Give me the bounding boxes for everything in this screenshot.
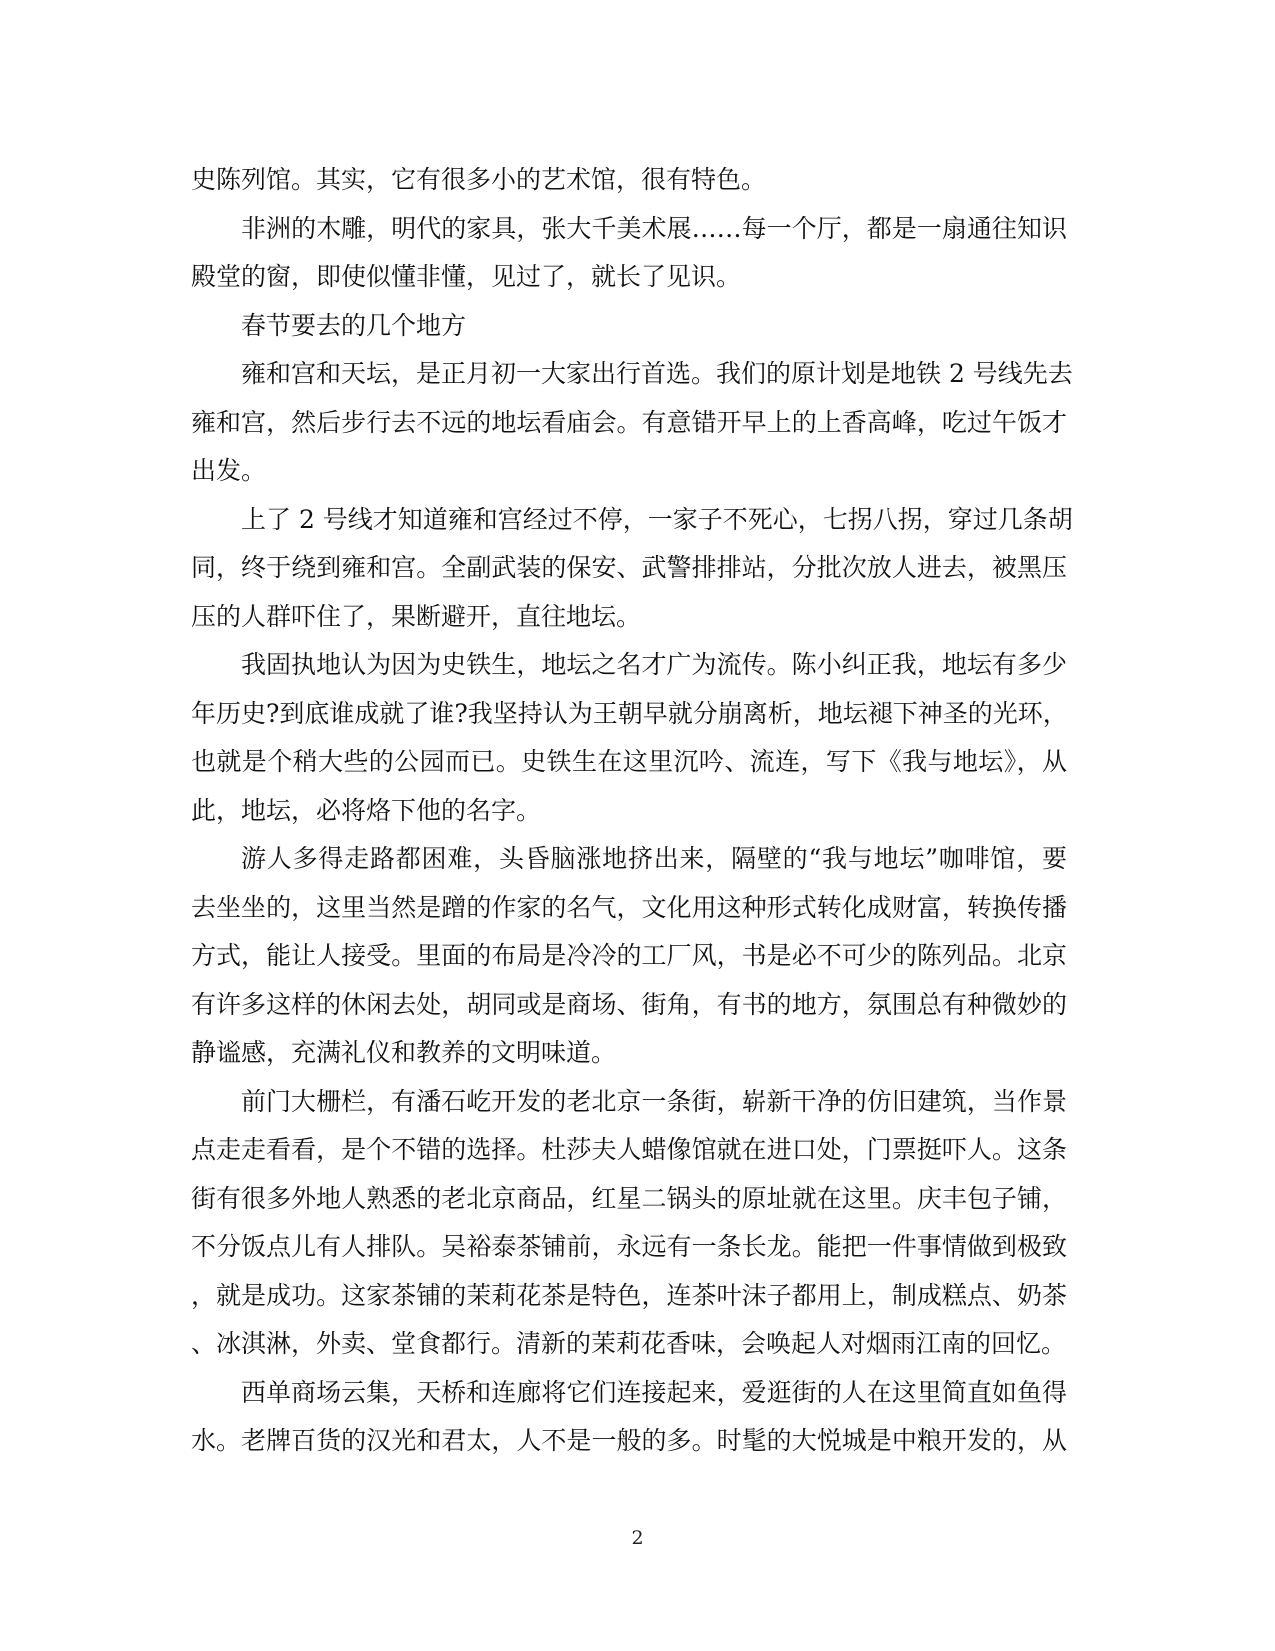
text-line: 此，地坛，必将烙下他的名字。 xyxy=(191,795,542,825)
text-line: 压的人群吓住了，果断避开，直往地坛。 xyxy=(191,601,642,631)
text-line: 水。老牌百货的汉光和君太，人不是一般的多。时髦的大悦城是中粮开发的，从 xyxy=(191,1426,1067,1455)
document-body xyxy=(191,156,1073,1466)
text-line: 静谧感，充满礼仪和教养的文明味道。 xyxy=(191,1038,617,1067)
text-line: 、冰淇淋，外卖、堂食都行。清新的茉莉花香味，会唤起人对烟雨江南的回忆。 xyxy=(191,1329,1067,1358)
text-line: 年历史?到底谁成就了谁?我坚持认为王朝早就分崩离析，地坛褪下神圣的光环， xyxy=(191,698,1068,728)
text-line: 点走走看看，是个不错的选择。杜莎夫人蜡像馆就在进口处，门票挺吓人。这条 xyxy=(191,1135,1067,1164)
text-line: 殿堂的窗，即使似懂非懂，见过了，就长了见识。 xyxy=(191,262,742,291)
text-line: 也就是个稍大些的公园而已。史铁生在这里沉吟、流连，写下《我与地坛》，从 xyxy=(191,747,1067,776)
text-line: ，就是成功。这家茶铺的茉莉花茶是特色，连茶叶沫子都用上，制成糕点、奶茶 xyxy=(191,1280,1067,1310)
text-line: 前门大栅栏，有潘石屹开发的老北京一条街，崭新干净的仿旧建筑，当作景 xyxy=(241,1086,1067,1116)
text-line: 不分饭点儿有人排队。吴裕泰茶铺前，永远有一条长龙。能把一件事情做到极致 xyxy=(191,1232,1067,1261)
text-line: 同，终于绕到雍和宫。全副武装的保安、武警排排站，分批次放人进去，被黑压 xyxy=(191,553,1067,582)
text-line: 游人多得走路都困难，头昏脑涨地挤出来，隔壁的“我与地坛”咖啡馆，要 xyxy=(241,844,1067,873)
text-line: 去坐坐的，这里当然是蹭的作家的名气，文化用这种形式转化成财富，转换传播 xyxy=(191,892,1067,922)
section-heading: 春节要去的几个地方 xyxy=(241,310,467,340)
text-line: 非洲的木雕，明代的家具，张大千美术展……每一个厅，都是一扇通往知识 xyxy=(241,213,1067,243)
text-line: 我固执地认为因为史铁生，地坛之名才广为流传。陈小纠正我，地坛有多少 xyxy=(241,650,1067,679)
text-line: 出发。 xyxy=(191,456,267,485)
text-line: 上了 2 号线才知道雍和宫经过不停，一家子不死心，七拐八拐，穿过几条胡 xyxy=(241,504,1073,534)
text-line: 西单商场云集，天桥和连廊将它们连接起来，爱逛街的人在这里简直如鱼得 xyxy=(241,1377,1067,1407)
text-line: 雍和宫，然后步行去不远的地坛看庙会。有意错开早上的上香高峰，吃过午饭才 xyxy=(191,407,1067,437)
text-line: 史陈列馆。其实，它有很多小的艺术馆，很有特色。 xyxy=(191,165,767,194)
page-number: 2 xyxy=(631,1527,644,1549)
text-line: 有许多这样的休闲去处，胡同或是商场、街角，有书的地方，氛围总有种微妙的 xyxy=(191,989,1067,1019)
text-line: 街有很多外地人熟悉的老北京商品，红星二锅头的原址就在这里。庆丰包子铺， xyxy=(191,1183,1067,1213)
text-line: 雍和宫和天坛，是正月初一大家出行首选。我们的原计划是地铁 2 号线先去 xyxy=(241,359,1073,388)
text-line: 方式，能让人接受。里面的布局是冷冷的工厂风，书是必不可少的陈列品。北京 xyxy=(191,941,1067,970)
